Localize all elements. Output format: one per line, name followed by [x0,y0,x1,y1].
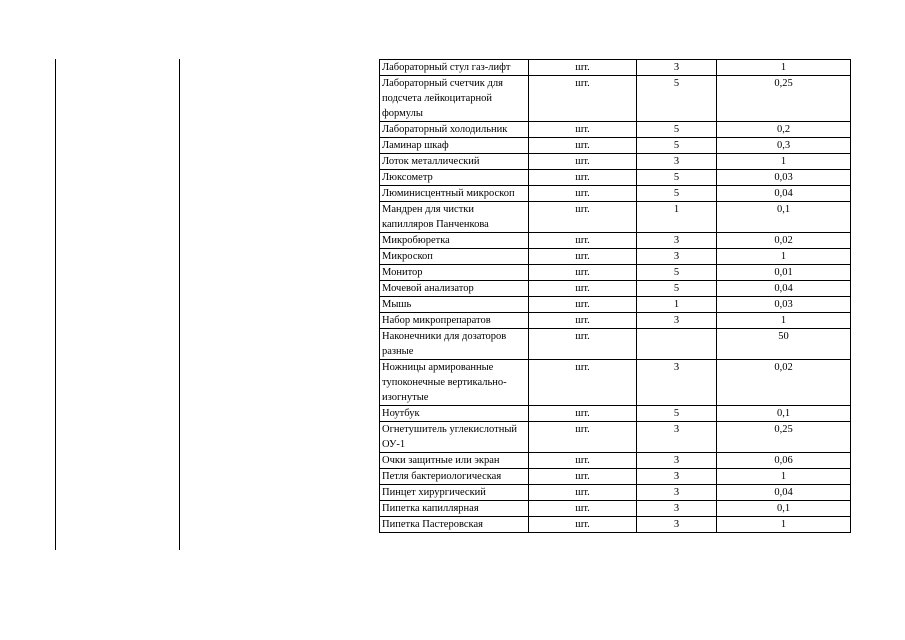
coefficient-cell: 0,25 [717,422,851,453]
unit-cell: шт. [529,60,637,76]
unit-cell: шт. [529,138,637,154]
quantity-cell [637,329,717,360]
coefficient-cell: 0,3 [717,138,851,154]
item-name-cell: Микробюретка [380,233,529,249]
unit-cell: шт. [529,186,637,202]
item-name-cell: Ламинар шкаф [380,138,529,154]
item-name-cell: Монитор [380,265,529,281]
table-row [380,297,851,313]
unit-cell: шт. [529,501,637,517]
table-row [380,453,851,469]
coefficient-cell: 0,04 [717,485,851,501]
item-name-cell: Лабораторный счетчик для подсчета лейкоцитарной формулы [380,76,529,122]
quantity-cell: 1 [637,202,717,233]
item-name-cell: Микроскоп [380,249,529,265]
item-name-cell: Мандрен для чистки капилляров Панченкова [380,202,529,233]
unit-cell: шт. [529,313,637,329]
item-name-cell: Пипетка Пастеровская [380,517,529,533]
item-name-cell: Огнетушитель углекислотный ОУ-1 [380,422,529,453]
equipment-table-body [380,60,851,533]
coefficient-cell: 1 [717,517,851,533]
quantity-cell: 5 [637,138,717,154]
quantity-cell: 5 [637,170,717,186]
coefficient-cell: 0,1 [717,406,851,422]
coefficient-cell: 0,02 [717,233,851,249]
unit-cell: шт. [529,76,637,122]
quantity-cell: 1 [637,297,717,313]
coefficient-cell: 0,1 [717,202,851,233]
coefficient-cell: 0,06 [717,453,851,469]
unit-cell: шт. [529,517,637,533]
quantity-cell: 3 [637,249,717,265]
item-name-cell: Лоток металлический [380,154,529,170]
coefficient-cell: 1 [717,154,851,170]
table-row [380,154,851,170]
quantity-cell: 5 [637,186,717,202]
table-row [380,329,851,360]
table-row [380,138,851,154]
unit-cell: шт. [529,297,637,313]
table-row [380,76,851,122]
item-name-cell: Петля бактериологическая [380,469,529,485]
coefficient-cell: 0,2 [717,122,851,138]
quantity-cell: 3 [637,154,717,170]
coefficient-cell: 0,02 [717,360,851,406]
table-row [380,517,851,533]
quantity-cell: 5 [637,122,717,138]
quantity-cell: 3 [637,422,717,453]
unit-cell: шт. [529,485,637,501]
coefficient-cell: 1 [717,249,851,265]
table-row [380,406,851,422]
table-row [380,186,851,202]
item-name-cell: Ножницы армированные тупоконечные вертикально-изогнутые [380,360,529,406]
coefficient-cell: 1 [717,60,851,76]
item-name-cell: Люминисцентный микроскоп [380,186,529,202]
quantity-cell: 3 [637,485,717,501]
unit-cell: шт. [529,154,637,170]
coefficient-cell: 0,1 [717,501,851,517]
quantity-cell: 3 [637,501,717,517]
item-name-cell: Ноутбук [380,406,529,422]
item-name-cell: Пинцет хирургический [380,485,529,501]
quantity-cell: 3 [637,313,717,329]
item-name-cell: Пипетка капиллярная [380,501,529,517]
unit-cell: шт. [529,265,637,281]
quantity-cell: 5 [637,406,717,422]
coefficient-cell: 0,04 [717,186,851,202]
unit-cell: шт. [529,360,637,406]
coefficient-cell: 0,03 [717,170,851,186]
quantity-cell: 3 [637,60,717,76]
table-row [380,485,851,501]
table-row [380,233,851,249]
table-row [380,249,851,265]
unit-cell: шт. [529,329,637,360]
table-row [380,501,851,517]
item-name-cell: Мышь [380,297,529,313]
unit-cell: шт. [529,122,637,138]
unit-cell: шт. [529,453,637,469]
quantity-cell: 5 [637,76,717,122]
quantity-cell: 3 [637,453,717,469]
quantity-cell: 3 [637,469,717,485]
table-row [380,422,851,453]
table-row [380,469,851,485]
equipment-table [379,59,851,533]
item-name-cell: Люксометр [380,170,529,186]
unit-cell: шт. [529,422,637,453]
table-row [380,170,851,186]
item-name-cell: Очки защитные или экран [380,453,529,469]
table-row [380,313,851,329]
item-name-cell: Мочевой анализатор [380,281,529,297]
quantity-cell: 3 [637,233,717,249]
item-name-cell: Лабораторный стул газ-лифт [380,60,529,76]
quantity-cell: 3 [637,360,717,406]
table-row [380,281,851,297]
coefficient-cell: 0,04 [717,281,851,297]
item-name-cell: Лабораторный холодильник [380,122,529,138]
unit-cell: шт. [529,249,637,265]
page-frame-line-middle [179,59,180,550]
table-row [380,202,851,233]
page-frame-line-left [55,59,56,550]
coefficient-cell: 1 [717,469,851,485]
table-row [380,265,851,281]
table-row [380,360,851,406]
unit-cell: шт. [529,233,637,249]
quantity-cell: 5 [637,281,717,297]
quantity-cell: 5 [637,265,717,281]
unit-cell: шт. [529,281,637,297]
coefficient-cell: 0,25 [717,76,851,122]
item-name-cell: Наконечники для дозаторов разные [380,329,529,360]
table-row [380,122,851,138]
unit-cell: шт. [529,170,637,186]
coefficient-cell: 0,03 [717,297,851,313]
unit-cell: шт. [529,469,637,485]
item-name-cell: Набор микропрепаратов [380,313,529,329]
quantity-cell: 3 [637,517,717,533]
coefficient-cell: 1 [717,313,851,329]
table-row [380,60,851,76]
coefficient-cell: 50 [717,329,851,360]
unit-cell: шт. [529,202,637,233]
unit-cell: шт. [529,406,637,422]
coefficient-cell: 0,01 [717,265,851,281]
